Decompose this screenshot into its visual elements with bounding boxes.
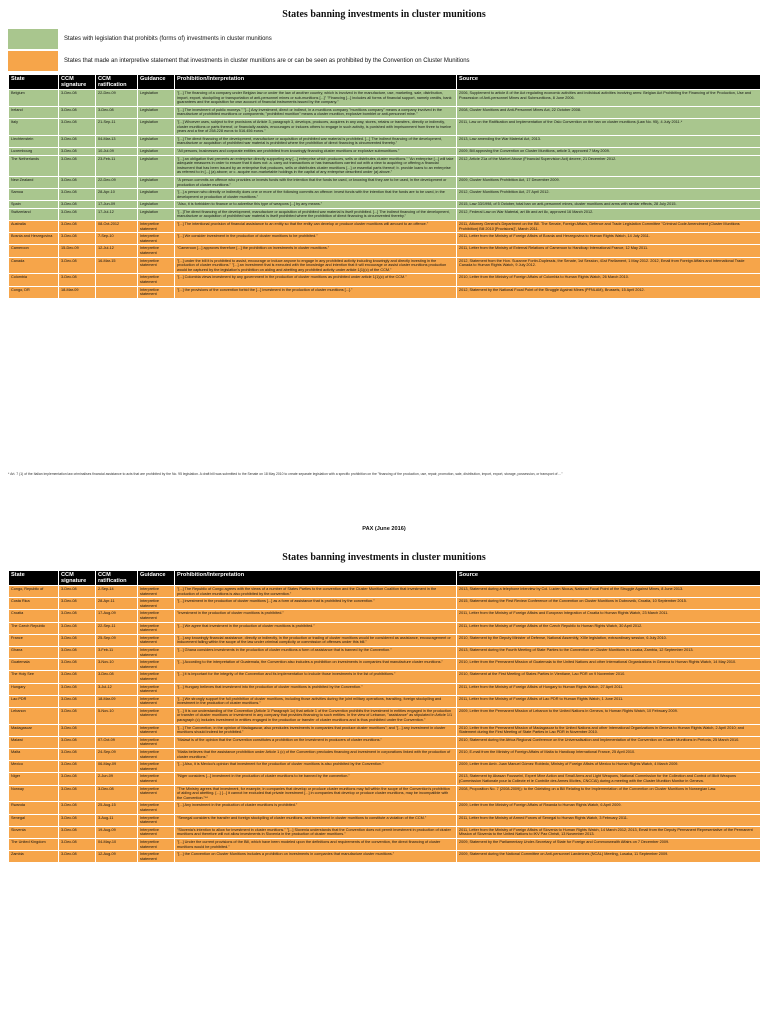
source-cell: 2009, Statement by the Parliamentary Under-Secretary of State for Foreign and Commonwealth Affairs on 7 December 2009. [457, 838, 761, 850]
column-header: Guidance [138, 571, 175, 586]
credit-line: PAX (June 2016) [362, 526, 406, 532]
ratification-cell: 22-Dec-09 [96, 176, 138, 188]
signature-cell: 3-Dec-08 [59, 610, 96, 622]
signature-cell: 3-Dec-08 [59, 155, 96, 176]
signature-cell: 18-Mar-09 [59, 286, 96, 298]
state-cell: Guatemala [9, 659, 59, 671]
table-row [9, 286, 761, 298]
state-cell: Costa Rica [9, 598, 59, 610]
source-cell: 2011, Letter from the Ministry of Foreign Affairs and European Integration of Croatia to Human Rights Watch, 23 March 2011. [457, 610, 761, 622]
prohibition-cell: "[...] an obligation that prevents an enterprise directly supporting any [...] enterprise which produces, sells or distributes cluster munitions." "An enterprise [...] will take adequate measures in order to ensure that it does not: a. carry out transactions or has transactions carried out with a view to acquiring or offering a financial instrument that has been issued by an enterprise that produces, sells or distributes cluster munitions [...] or essential parts thereof; b. provide loans to an enterprise as referred to in [...] (a) above; or c. acquire non-marketable holdings in the capital of any enterprise described under (a) above." [175, 155, 457, 176]
table-body [9, 90, 761, 299]
prohibition-cell: "[...] We agree that investment in the production of cluster munitions is prohibited." [175, 622, 457, 634]
state-cell: France [9, 634, 59, 646]
prohibition-cell: "[...] Any investment in the production of cluster munitions is prohibited." [175, 802, 457, 814]
guidance-cell: Interpretive statement [138, 646, 175, 658]
prohibition-cell: "Slovenia's intention to allow for investment in cluster munitions." "[...] Slovenia understands that the Convention does not permit investment in production of cluster munitions and therefore will not allow investments in Slovenia in the production of cluster munitions." [175, 826, 457, 838]
signature-cell: 3-Dec-08 [59, 707, 96, 724]
ratification-cell: 19-Aug-09 [96, 826, 138, 838]
table-row [9, 634, 761, 646]
source-cell: 2012, Federal Law on War Material, art 8b and art 8c, approved 16 March 2012. [457, 208, 761, 220]
guidance-cell: Interpretive statement [138, 257, 175, 274]
signature-cell: 3-Dec-08 [59, 135, 96, 147]
prohibition-cell: "[...] any knowingly financial assistance, directly or indirectly, in the production or trading of cluster munitions would be considered as assistance, encouragement or inducement falling within the scope of the law under criminal complicity or commission of offenses under this bill." [175, 634, 457, 646]
prohibition-cell: "The Ministry agrees that investment, for example, in companies that develop or produce cluster munitions may fall within the scope of the Convention's prohibition of aiding and abetting. [...] [...] it cannot be excluded that private investment [...] in companies that develop or produce cluster munitions, may be incompatible with the Convention."** [175, 785, 457, 802]
state-cell: Samoa [9, 189, 59, 201]
state-cell: Luxembourg [9, 147, 59, 155]
guidance-cell: Legislation [138, 118, 175, 135]
prohibition-cell: "Cameroon [...] approves therefore [...] the prohibition on investments in cluster munitions." [175, 245, 457, 257]
guidance-cell: Interpretive statement [138, 610, 175, 622]
source-cell: 2013, Law amending the War Material Act, 2013. [457, 135, 761, 147]
guidance-cell: Interpretive statement [138, 785, 175, 802]
ratification-cell: 5-Nov-10 [96, 707, 138, 724]
source-cell: 2011, Attorney General's Department on the Bill. The Senate, Foreign Affairs, Defence and Trade Legislation Committee "Criminal Code Amendment (Cluster Munitions Prohibition) Bill 2010 [Provisions]", March 2011. [457, 221, 761, 233]
source-cell: 2008, Proposition No. 7 (2008-2009)): to the Odelsting on a Bill Relating to the Implementation of the Convention on Cluster Munitions in Norwegian Law. [457, 785, 761, 802]
table-row [9, 683, 761, 695]
guidance-cell: Legislation [138, 106, 175, 118]
ratification-cell: 3-Jul-12 [96, 683, 138, 695]
source-cell: 2010, Letter from the Permanent Mission of Madagascar to the United Nations and other International Organizations in Geneva to Human Rights Watch, 2 April 2010; and Statement during the First Meeting of State Parties in Lao PDR in November 2010. [457, 724, 761, 736]
prohibition-cell: "A person commits an offence who provides or invests funds with the intention that the funds be used, or knowing that they are to be used, in the development or production of cluster munitions." [175, 176, 457, 188]
table-row [9, 147, 761, 155]
state-cell: Hungary [9, 683, 59, 695]
signature-cell: 3-Dec-08 [59, 118, 96, 135]
state-cell: The United Kingdom [9, 838, 59, 850]
table-row [9, 761, 761, 773]
column-header: CCM ratification [96, 75, 138, 90]
legend-label: States with legislation that prohibits (forms of) investments in cluster munitions [64, 36, 272, 42]
ratification-cell: 23-Feb-11 [96, 155, 138, 176]
table-header-row [9, 571, 761, 586]
ratification-cell: 12-Jul-12 [96, 245, 138, 257]
guidance-cell: Legislation [138, 208, 175, 220]
signature-cell: 3-Dec-08 [59, 851, 96, 863]
ratification-cell [96, 286, 138, 298]
column-header: Guidance [138, 75, 175, 90]
prohibition-cell: "[...] Hungary believes that investment into the production of cluster munitions is prohibited by the Convention." [175, 683, 457, 695]
source-cell: 2011, Letter from the Ministry of External Relations of Cameroon to Handicap International France, 12 May 2011. [457, 245, 761, 257]
ratification-cell: 04-May-10 [96, 838, 138, 850]
table-row [9, 622, 761, 634]
table-row [9, 695, 761, 707]
signature-cell: 3-Dec-08 [59, 773, 96, 785]
prohibition-cell: "[...] The direct financing of the development, manufacture or acquisition of prohibited war material is prohibited. [...] The indirect financing of the development, manufacture or acquisition of prohibited war material is prohibited where the prohibition of direct financing is circumvented thereby." [175, 135, 457, 147]
source-cell: 2011, Law on the Ratification and Implementation of the Oslo Convention on the ban on cluster munitions (Law No. 95), 4 July 2011.* [457, 118, 761, 135]
ratification-cell: 3-Dec-08 [96, 671, 138, 683]
table-row [9, 245, 761, 257]
signature-cell: 3-Dec-08 [59, 233, 96, 245]
guidance-cell: Interpretive statement [138, 695, 175, 707]
prohibition-cell: "[...] It is our understanding of the Convention (Article 1/ Paragraph 1c) that article 1 of the Convention prohibits the investment in entities engaged in the production or transfer of cluster munitions or investment in any company that provides financing to such entities. In the view of Lebanon, "assistance" as stipulated in Article 1/1 paragraph (c) includes investment in entities engaged in the production or transfer of cluster munitions and is thus prohibited under the Convention." [175, 707, 457, 724]
signature-cell: 3-Dec-08 [59, 257, 96, 274]
ratification-cell: 28-Apr-10 [96, 189, 138, 201]
source-cell: 2013, Statement during the Fourth Meeting of State Parties to the Convention on Cluster Munitions in Lusaka, Zambia, 12 September 2013. [457, 646, 761, 658]
signature-cell: 3-Dec-08 [59, 838, 96, 850]
guidance-cell: Interpretive statement [138, 761, 175, 773]
state-cell: Malta [9, 749, 59, 761]
guidance-cell: Interpretive statement [138, 233, 175, 245]
table-row [9, 851, 761, 863]
guidance-cell: Interpretive statement [138, 707, 175, 724]
state-cell: Liechtenstein [9, 135, 59, 147]
state-cell: Belgium [9, 90, 59, 107]
state-cell: New Zealand [9, 176, 59, 188]
source-cell: 2012, Statement by the National Focal Point of the Struggle Against Mines (PFNLAM), Brussels, 15 April 2012. [457, 286, 761, 298]
table-row [9, 155, 761, 176]
prohibition-cell: "[...] it is important for the integrity of the Convention and its implementation to include those investments in the list of prohibitions." [175, 671, 457, 683]
prohibition-cell: "[...] We strongly support the full prohibition of cluster munitions, including those activities during the joint military operations, transiting, foreign stockpiling and investment in the production of cluster munitions." [175, 695, 457, 707]
prohibition-cell: "All persons, businesses and corporate entities are prohibited from knowingly financing cluster munitions or explosive submunitions." [175, 147, 457, 155]
legend-item-interpretive [8, 50, 760, 72]
legend-swatch-orange [8, 51, 58, 71]
signature-cell: 3-Dec-08 [59, 106, 96, 118]
table-row [9, 118, 761, 135]
legend-item-legislation [8, 28, 760, 50]
source-cell: 2011, Letter from the Ministry of Foreign Affairs of Bosnia and Herzegovina to Human Rights Watch, 14 July 2011. [457, 233, 761, 245]
ratification-cell: 25-Aug-15 [96, 802, 138, 814]
source-cell: 2010, Letter from the Permanent Mission of Guatemala to the United Nations and other International Organizations in Geneva to Human Rights Watch, 14 May 2010. [457, 659, 761, 671]
signature-cell: 3-Dec-08 [59, 586, 96, 598]
source-cell: 2009, Letter from the Permanent Mission of Lebanon to the United Nations in Geneva, to Human Rights Watch, 10 February 2009. [457, 707, 761, 724]
signature-cell: 3-Dec-08 [59, 90, 96, 107]
table-row [9, 707, 761, 724]
ratification-cell [96, 724, 138, 736]
table-row [9, 659, 761, 671]
guidance-cell: Interpretive statement [138, 274, 175, 286]
prohibition-cell: "Malta believes that the assistance prohibition under Article 1 (c) of the Convention precludes financing and investment in corporations linked with the production of cluster munitions." [175, 749, 457, 761]
source-cell: 2015, Law 33/1998, of 5 October, total ban on anti-personnel mines, cluster munitions and arms with similar effects, 28 July 2015. [457, 201, 761, 209]
ratification-cell: 06-May-09 [96, 761, 138, 773]
prohibition-cell: "[...] under the bill it is prohibited to assist, encourage or induce anyone to engage in any prohibited activity including knowingly and directly investing in the production of cluster munitions." "[...] an investment that is executed with the knowledge and intention that it will encourage or assist cluster munitions production would be captured by the legislation's prohibition on aiding and abetting any prohibited activity under article 1(1)(c) of the CCM." [175, 257, 457, 274]
state-cell: Australia [9, 221, 59, 233]
ratification-cell: 18-Mar-09 [96, 695, 138, 707]
state-cell: Senegal [9, 814, 59, 826]
legend-label: States that made an interpretive statement that investments in cluster munitions are or can be seen as prohibited by the Convention on Cluster Munitions [64, 58, 470, 64]
ratification-cell: 17-Aug-09 [96, 610, 138, 622]
prohibition-cell: "Niger considers [...] investment in the production of cluster munitions to be banned by the convention." [175, 773, 457, 785]
prohibition-cell: "[...] Ghana considers investments in the production of cluster munitions a form of assistance that is banned by the Convention." [175, 646, 457, 658]
state-cell: Congo, DR [9, 286, 59, 298]
table-row [9, 176, 761, 188]
guidance-cell: Interpretive statement [138, 659, 175, 671]
table-row [9, 814, 761, 826]
table-body [9, 586, 761, 863]
source-cell: 2012, Statement from the Hon. Suzanne Fortin-Duplessis, the Senate, 1st Session, 41st Parliament, 1 May 2012. 2012, Email from Foreign Affairs and International Trade Canada to Human Rights Watch, 9 July 2012. [457, 257, 761, 274]
legend-swatch-green [8, 29, 58, 49]
source-cell: 2009, Letter from the Ministry of Foreign Affairs of Rwanda to Human Rights Watch, 6 April 2009. [457, 802, 761, 814]
table-row [9, 802, 761, 814]
ratification-cell: 17-Jul-12 [96, 208, 138, 220]
table-row [9, 221, 761, 233]
signature-cell: 3-Dec-08 [59, 736, 96, 748]
prohibition-cell: "[...] The Republic of Congo agrees with the views of a number of States Parties to the convention and the Cluster Munition Coalition that investment in the production of cluster munitions is also prohibited by the convention." [175, 586, 457, 598]
signature-cell: 3-Dec-08 [59, 814, 96, 826]
guidance-cell: Interpretive statement [138, 814, 175, 826]
guidance-cell: Interpretive statement [138, 838, 175, 850]
table-row [9, 736, 761, 748]
guidance-cell: Interpretive statement [138, 622, 175, 634]
state-cell: Madagascar [9, 724, 59, 736]
ratification-cell: 17-Jun-09 [96, 201, 138, 209]
state-cell: Canada [9, 257, 59, 274]
signature-cell: 3-Dec-08 [59, 802, 96, 814]
table-row [9, 749, 761, 761]
guidance-cell: Interpretive statement [138, 598, 175, 610]
signature-cell: 3-Dec-08 [59, 761, 96, 773]
source-cell: 2006, Supplement to article 8 of the Act regulating economic activities and individual activities involving arms: Belgian Act Prohibiting the Financing of the Production, Use and Possession of Anti-personnel Mines and Submunitions, 8 June 2006. [457, 90, 761, 107]
states-table-1 [8, 74, 761, 299]
signature-cell: 3-Dec-08 [59, 176, 96, 188]
table-row [9, 785, 761, 802]
prohibition-cell: "[...] The financing of a company under Belgian law or under the law of another country, which is involved in the manufacture, use, marketing, sale, distribution, import, export, stockpiling or transportation of anti-personnel mines or sub-munitions [...]" "Financing [...] includes all forms of financial support, namely credits, bank guarantees and the acquisition for own account of financial instruments issued by the company." [175, 90, 457, 107]
footnote: * Art. 7 (1) of the Italian implementation law criminalises financial assistance to acts that are prohibited by the No. 95 legislation. A draft bill was submitted to the Senate on 18 May 2010 to create separate legislation with a specific prohibition on the "financing of the production, use, repair, promotion, sale, distribution, import, export, storage, possession, or transport of ..." [8, 472, 563, 476]
guidance-cell: Legislation [138, 147, 175, 155]
source-cell: 2013, Statement during a telephone interview by Col. Lucien Nkoua, National Focal Point of the Struggle Against Mines, 8 June 2013. [457, 586, 761, 598]
guidance-cell: Interpretive statement [138, 683, 175, 695]
source-cell: 2010, Statement during the Africa Regional Conference on the Universalisation and Implementation of the Convention on Cluster Munitions in Pretoria, 25 March 2010. [457, 736, 761, 748]
state-cell: Colombia [9, 274, 59, 286]
ratification-cell: 10-Jul-09 [96, 147, 138, 155]
guidance-cell: Legislation [138, 201, 175, 209]
ratification-cell: 2-Sep-14 [96, 586, 138, 598]
prohibition-cell: "[...] a person who directly or indirectly does one or more of the following commits an offence: invest funds with the intention that the funds are to be used, in the development or production of cluster munitions." [175, 189, 457, 201]
page2-title: States banning investments in cluster munitions [282, 552, 486, 563]
ratification-cell: 2-Jun-09 [96, 773, 138, 785]
guidance-cell: Interpretive statement [138, 286, 175, 298]
source-cell: 2011, Letter from the Ministry of Armed Forces of Senegal to Human Rights Watch, 3 February 2011. [457, 814, 761, 826]
ratification-cell: 07-Oct-09 [96, 736, 138, 748]
prohibition-cell: "[...]The direct financing of the development, manufacture or acquisition of prohibited war material is itself prohibited. [...] The indirect financing of the development, manufacture or acquisition of prohibited war material is itself prohibited where the prohibition of direct financing is circumvented thereby." [175, 208, 457, 220]
source-cell: 2013, Statement by Abasan Fousseini, Expert Mine Action and Small Arms and Light Weapons, National Commission for the Collection and Control of Illicit Weapons (Commission Nationale pour la Collecte et le Contrôle des Armes Illicites, CNCCAI) during a meeting with the Cluster Munition Monitor in Geneva. [457, 773, 761, 785]
ratification-cell: 21-Sep-11 [96, 118, 138, 135]
state-cell: Cameroon [9, 245, 59, 257]
signature-cell: 3-Dec-08 [59, 724, 96, 736]
guidance-cell: Interpretive statement [138, 221, 175, 233]
ratification-cell: 24-Sep-09 [96, 749, 138, 761]
signature-cell: 3-Dec-08 [59, 646, 96, 658]
ratification-cell: 22-Dec-09 [96, 90, 138, 107]
ratification-cell: 3-Dec-08 [96, 785, 138, 802]
source-cell: 2010, E-mail from the Ministry of Foreign Affairs of Malta to Handicap International France, 25 April 2010. [457, 749, 761, 761]
column-header: Source [457, 571, 761, 586]
ratification-cell: 22-Sep-11 [96, 622, 138, 634]
ratification-cell: 3-Feb-11 [96, 646, 138, 658]
ratification-cell: 16-Mar-15 [96, 257, 138, 274]
signature-cell: 3-Dec-08 [59, 683, 96, 695]
guidance-cell: Legislation [138, 90, 175, 107]
guidance-cell: Interpretive statement [138, 245, 175, 257]
guidance-cell: Interpretive statement [138, 802, 175, 814]
signature-cell: 3-Dec-08 [59, 147, 96, 155]
table-row [9, 135, 761, 147]
prohibition-cell: "[...] Whoever uses, subject to the provisions of Article 3, paragraph 3, develops, produces, acquires in any way, stores, retains or transfers, directly or indirectly, cluster munitions or parts thereof, or financially assists, encourages or induces others to engage in such activity, is punished with imprisonment from three to twelve years and a fine of 258.228 euros to 516.456 euros." [175, 118, 457, 135]
legend [8, 28, 760, 72]
signature-cell: 3-Dec-08 [59, 622, 96, 634]
table-row [9, 598, 761, 610]
state-cell: Congo, Republic of [9, 586, 59, 598]
source-cell: 2011, Letter from the Ministry of Foreign Affairs of Slovenia to Human Rights Watch, 14 March 2012; 2013, Email from the Deputy Permanent Representative of the Permanent Mission of Slovenia to the United Nations to IKV Pax Christi, 13 November 2013. [457, 826, 761, 838]
column-header: State [9, 75, 59, 90]
guidance-cell: Interpretive statement [138, 671, 175, 683]
prohibition-cell: "[...] Colombia views investment by any government in the production of cluster munitions as prohibited under article 1(1)(c) of the CCM." [175, 274, 457, 286]
prohibition-cell: "Malawi is of the opinion that the Convention constitutes a prohibition on the investment in producers of cluster munitions." [175, 736, 457, 748]
source-cell: 2011, Letter from the Ministry of Foreign Affairs of Lao PDR to Human Rights Watch, 1 June 2011. [457, 695, 761, 707]
table-row [9, 646, 761, 658]
state-cell: The Czech Republic [9, 622, 59, 634]
table-row [9, 610, 761, 622]
prohibition-cell: "[...] Also, it is Mexico's opinion that investment for the production of cluster munitions is also prohibited by the Convention." [175, 761, 457, 773]
source-cell: 2012, Article 21a of the Market Abuse (Financial Supervision Act) decree, 21 December 2012. [457, 155, 761, 176]
states-table-2 [8, 570, 761, 863]
prohibition-cell: "[...] the provisions of the convention forbid the [...] investment in the production of cluster munitions [...]." [175, 286, 457, 298]
table-row [9, 586, 761, 598]
prohibition-cell: "[...] Under the current provisions of the Bill, which have been modeled upon the definitions and requirements of the convention, the direct financing of cluster munitions would be prohibited." [175, 838, 457, 850]
state-cell: Lao PDR [9, 695, 59, 707]
source-cell: 2009, Letter from Amb. Juan Manuel Gómez Robledo, Ministry of Foreign Affairs of Mexico to Human Rights Watch, 4 March 2009. [457, 761, 761, 773]
state-cell: Switzerland [9, 208, 59, 220]
table-row [9, 201, 761, 209]
guidance-cell: Interpretive statement [138, 736, 175, 748]
guidance-cell: Interpretive statement [138, 724, 175, 736]
state-cell: The Holy See [9, 671, 59, 683]
table-row [9, 838, 761, 850]
guidance-cell: Interpretive statement [138, 773, 175, 785]
prohibition-cell: "[...] The intentional provision of financial assistance to an entity so that the entity can develop or produce cluster munitions will amount to an offence." [175, 221, 457, 233]
table-row [9, 671, 761, 683]
signature-cell: 3-Dec-08 [59, 826, 96, 838]
signature-cell: 15-Dec-09 [59, 245, 96, 257]
state-cell: Croatia [9, 610, 59, 622]
state-cell: Ghana [9, 646, 59, 658]
ratification-cell: 3-Aug-11 [96, 814, 138, 826]
prohibition-cell: "[...] According to the interpretation of Guatemala, the Convention also includes a prohibition on investments in companies that manufacture cluster munitions." [175, 659, 457, 671]
signature-cell: 3-Dec-08 [59, 785, 96, 802]
source-cell: 2008, Cluster Munitions and Anti-Personnel Mines Act, 22 October 2008. [457, 106, 761, 118]
source-cell: 2015, Statement during the First Review Conference of the Convention on Cluster Munitions in Dubrovnik, Croatia, 10 September 2015. [457, 598, 761, 610]
source-cell: 2012, Cluster Munitions Prohibition Act, 27 April 2012. [457, 189, 761, 201]
state-cell: Italy [9, 118, 59, 135]
prohibition-cell: "[...] We consider investment in the production of cluster munitions to be prohibited." [175, 233, 457, 245]
source-cell: 2011, Letter from the Ministry of Foreign Affairs of the Czech Republic to Human Rights Watch, 30 April 2012. [457, 622, 761, 634]
source-cell: 2009, Statement during the National Committee on Anti-personnel Landmines (NCAL) Meeting, Lusaka, 11 September 2009. [457, 851, 761, 863]
prohibition-cell: "[...] The investment of public moneys." "[...] Any investment, direct or indirect, in a munitions company "munitions company" means a company involved in the manufacture of prohibited munitions or components; "prohibited munition" means a cluster munition, explosive bomblet or anti-personnel mine." [175, 106, 457, 118]
signature-cell: 3-Dec-08 [59, 695, 96, 707]
ratification-cell: 25-Sep-09 [96, 634, 138, 646]
guidance-cell: Interpretive statement [138, 749, 175, 761]
signature-cell: 3-Dec-08 [59, 671, 96, 683]
guidance-cell: Legislation [138, 189, 175, 201]
table-row [9, 773, 761, 785]
column-header: Prohibition/Interpretation [175, 571, 457, 586]
prohibition-cell: "Investment in the production of cluster munitions is prohibited." [175, 610, 457, 622]
table-row [9, 724, 761, 736]
guidance-cell: Interpretive statement [138, 851, 175, 863]
column-header: CCM signature [59, 571, 96, 586]
guidance-cell: Legislation [138, 155, 175, 176]
state-cell: Spain [9, 201, 59, 209]
ratification-cell: 7-Sep-10 [96, 233, 138, 245]
state-cell: Rwanda [9, 802, 59, 814]
table-row [9, 257, 761, 274]
prohibition-cell: "Senegal considers the transfer and foreign stockpiling of cluster munitions, and investment in cluster munitions to constitute a violation of the CCM." [175, 814, 457, 826]
state-cell: Niger [9, 773, 59, 785]
signature-cell: 3-Dec-08 [59, 274, 96, 286]
ratification-cell: 28-Apr-11 [96, 598, 138, 610]
source-cell: 2011, Letter from the Ministry of Foreign Affairs of Hungary to Human Rights Watch, 27 April 2011. [457, 683, 761, 695]
signature-cell: 3-Dec-08 [59, 659, 96, 671]
source-cell: 2009, Bill approving the Convention on Cluster Munitions, article 3, approved 7 May 2009. [457, 147, 761, 155]
prohibition-cell: "[...] The Convention, in the opinion of Madagascar, also precludes investments in companies that produce cluster munitions"; and "[...] any investment in cluster munitions should indeed be prohibited." [175, 724, 457, 736]
signature-cell: 3-Dec-08 [59, 634, 96, 646]
state-cell: The Netherlands [9, 155, 59, 176]
table-row [9, 208, 761, 220]
ratification-cell [96, 274, 138, 286]
table-row [9, 90, 761, 107]
state-cell: Mexico [9, 761, 59, 773]
table-row [9, 189, 761, 201]
prohibition-cell: "[...] the Convention on Cluster Munitions includes a prohibition on investments in companies that manufacture cluster munitions." [175, 851, 457, 863]
page1-title: States banning investments in cluster munitions [282, 9, 486, 20]
column-header: Source [457, 75, 761, 90]
source-cell: 2010, Statement at the First Meeting of States Parties in Vientiane, Lao PDR on 9 November 2010. [457, 671, 761, 683]
column-header: Prohibition/Interpretation [175, 75, 457, 90]
prohibition-cell: "Also, it is forbidden to finance or to advertise this type of weapons [...] by any means." [175, 201, 457, 209]
table-row [9, 274, 761, 286]
column-header: CCM ratification [96, 571, 138, 586]
signature-cell: 3-Dec-08 [59, 208, 96, 220]
guidance-cell: Legislation [138, 135, 175, 147]
ratification-cell: 04-Mar-13 [96, 135, 138, 147]
ratification-cell: 12-Aug-09 [96, 851, 138, 863]
table-row [9, 106, 761, 118]
ratification-cell: 3-Dec-08 [96, 106, 138, 118]
source-cell: 2010, Letter from the Ministry of Foreign Affairs of Colombia to Human Rights Watch, 26 March 2010. [457, 274, 761, 286]
table-row [9, 233, 761, 245]
guidance-cell: Interpretive statement [138, 634, 175, 646]
source-cell: 2009, Cluster Munitions Prohibition Act, 17 December 2009. [457, 176, 761, 188]
guidance-cell: Legislation [138, 176, 175, 188]
source-cell: 2010, Statement by the Deputy Minister of Defense, National Assembly, XIIIe legislation, extraordinary session, 6 July 2010. [457, 634, 761, 646]
state-cell: Lebanon [9, 707, 59, 724]
table-header-row [9, 75, 761, 90]
ratification-cell: 3-Nov-10 [96, 659, 138, 671]
signature-cell: 3-Dec-08 [59, 598, 96, 610]
guidance-cell: Interpretive statement [138, 586, 175, 598]
column-header: CCM signature [59, 75, 96, 90]
state-cell: Norway [9, 785, 59, 802]
state-cell: Bosnia and Herzegovina [9, 233, 59, 245]
signature-cell: 3-Dec-08 [59, 221, 96, 233]
state-cell: Zambia [9, 851, 59, 863]
state-cell: Malawi [9, 736, 59, 748]
column-header: State [9, 571, 59, 586]
signature-cell: 3-Dec-08 [59, 201, 96, 209]
prohibition-cell: "[...] investment in the production of cluster munitions [...] as a form of assistance that is prohibited by the convention." [175, 598, 457, 610]
state-cell: Slovenia [9, 826, 59, 838]
guidance-cell: Interpretive statement [138, 826, 175, 838]
ratification-cell: 08-Oct-2012 [96, 221, 138, 233]
state-cell: Ireland [9, 106, 59, 118]
signature-cell: 3-Dec-08 [59, 189, 96, 201]
table-row [9, 826, 761, 838]
signature-cell: 3-Dec-08 [59, 749, 96, 761]
